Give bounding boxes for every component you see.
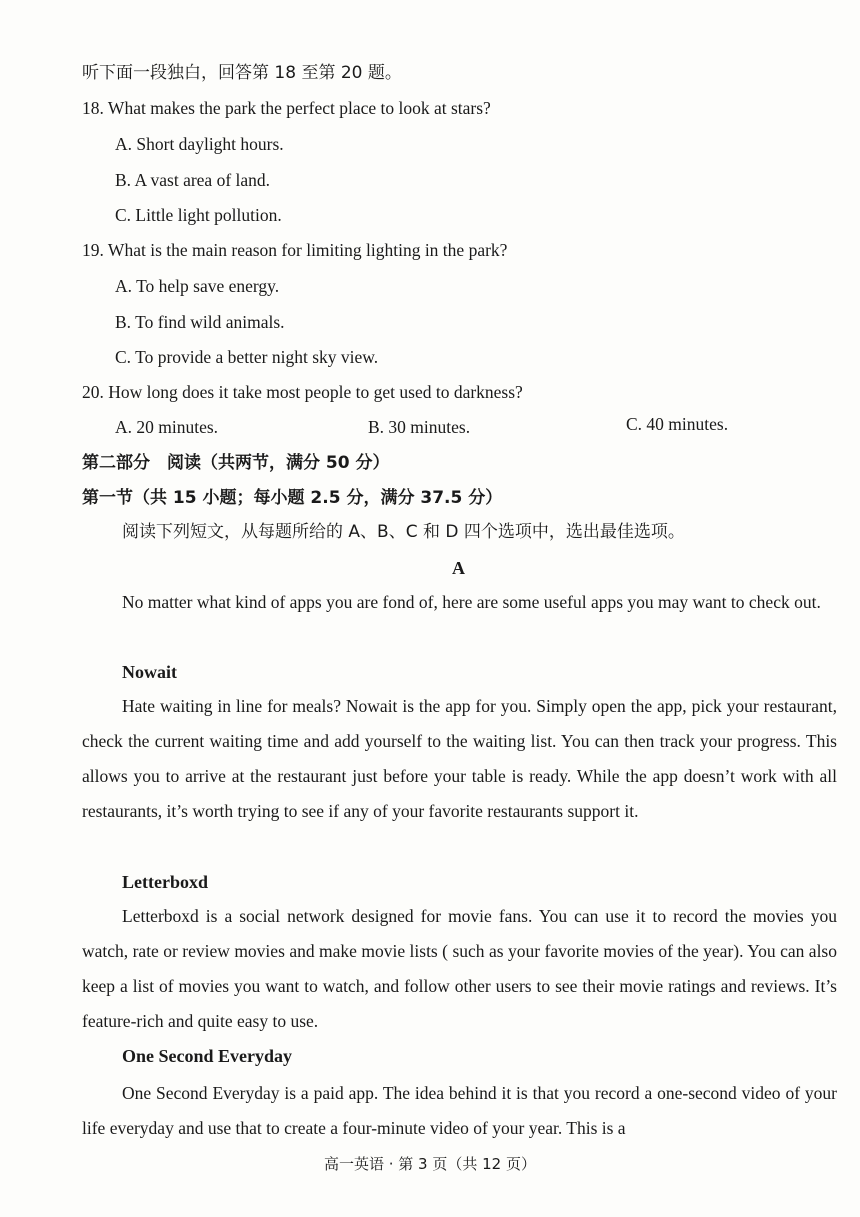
question-20-option-a: A. 20 minutes. xyxy=(115,417,219,437)
passage-label: A xyxy=(452,558,465,578)
app-heading-one-second-everyday: One Second Everyday xyxy=(122,1046,293,1066)
question-19-option-a: A. To help save energy. xyxy=(115,276,280,296)
question-18-stem: 18. What makes the park the perfect place to look at stars? xyxy=(82,98,491,118)
question-19-option-b: B. To find wild animals. xyxy=(115,312,285,332)
app-text-letterboxd: Letterboxd is a social network designed for movie fans. You can use it to record the movies you watch, rate or review movies and make movie lists ( such as your favorite movies of the year). You can also keep a list of movies you want to watch, and follow other users to see their movie ratings and reviews. It’s feature-rich and quite easy to use. xyxy=(82,906,837,1031)
app-text-one-second-everyday: One Second Everyday is a paid app. The idea behind it is that you record a one-second video of your life everyday and use that to create a four-minute video of your year. This is a xyxy=(82,1083,837,1138)
question-20-option-c: C. 40 minutes. xyxy=(626,414,729,434)
app-heading-letterboxd: Letterboxd xyxy=(122,872,208,892)
app-paragraph-one-second-everyday xyxy=(82,1076,837,1146)
question-18-option-c: C. Little light pollution. xyxy=(115,205,282,225)
reading-section-title: 第一节（共 15 小题；每小题 2.5 分，满分 37.5 分） xyxy=(82,488,503,508)
question-20-option-b: B. 30 minutes. xyxy=(368,417,471,437)
app-heading-nowait: Nowait xyxy=(122,662,177,682)
page-footer: 高一英语 · 第 3 页（共 12 页） xyxy=(323,1155,536,1173)
question-20-stem: 20. How long does it take most people to get used to darkness? xyxy=(82,382,523,402)
passage-intro xyxy=(82,585,837,620)
question-19-stem: 19. What is the main reason for limiting lighting in the park? xyxy=(82,240,508,260)
app-paragraph-nowait xyxy=(82,689,837,829)
app-paragraph-letterboxd xyxy=(82,899,837,1039)
question-18-option-b: B. A vast area of land. xyxy=(115,170,271,190)
reading-part-title: 第二部分 阅读（共两节，满分 50 分） xyxy=(82,453,390,473)
question-19-option-c: C. To provide a better night sky view. xyxy=(115,347,379,367)
passage-intro-text: No matter what kind of apps you are fond of, here are some useful apps you may want to check out. xyxy=(122,592,821,612)
app-text-nowait: Hate waiting in line for meals? Nowait is the app for you. Simply open the app, pick your restaurant, check the current waiting time and add yourself to the waiting list. You can then track your progress. This allows you to arrive at the restaurant just before your table is ready. While the app doesn’t work with all restaurants, it’s worth trying to see if any of your favorite restaurants support it. xyxy=(82,696,837,821)
listening-instruction: 听下面一段独白，回答第 18 至第 20 题。 xyxy=(82,63,402,83)
question-18-option-a: A. Short daylight hours. xyxy=(115,134,284,154)
reading-instruction: 阅读下列短文，从每题所给的 A、B、C 和 D 四个选项中，选出最佳选项。 xyxy=(122,522,685,542)
